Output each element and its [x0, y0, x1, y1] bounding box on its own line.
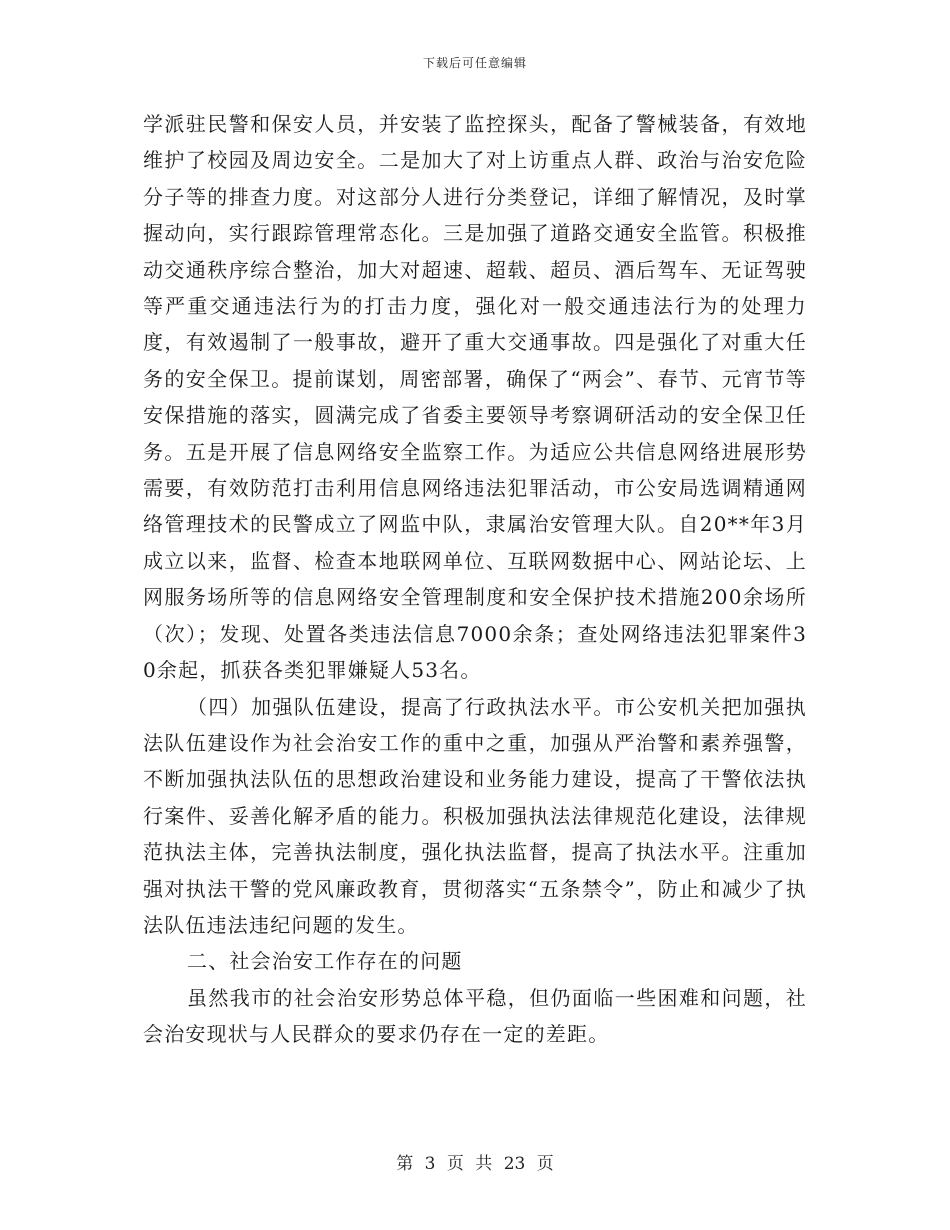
paragraph-team-building: （四）加强队伍建设，提高了行政执法水平。市公安机关把加强执法队伍建设作为社会治安工作的重中之重，加强从严治警和素养强警，不断加强执法队伍的思想政治建设和业务能力建设，提高了干警依法执行案件、妥善化解矛盾的能力。积极加强执法法律规范化建设，法律规范执法主体，完善执法制度，强化执法监督，提高了执法水平。注重加强对执法干警的党风廉政教育，贯彻落实“五条禁令”，防止和减少了执法队伍违法违纪问题的发生。 [143, 694, 807, 937]
paragraph-security-measures: 学派驻民警和保安人员，并安装了监控探头，配备了警械装备，有效地维护了校园及周边安全。二是加大了对上访重点人群、政治与治安危险分子等的排查力度。对这部分人进行分类登记，详细了解情况，及时掌握动向，实行跟踪管理常态化。三是加强了道路交通安全监管。积极推动交通秩序综合整治，加大对超速、超载、超员、酒后驾车、无证驾驶等严重交通违法行为的打击力度，强化对一般交通违法行为的处理力度，有效遏制了一般事故，避开了重大交通事故。四是强化了对重大任务的安全保卫。提前谋划，周密部署，确保了“两会”、春节、元宵节等安保措施的落实，圆满完成了省委主要领导考察调研活动的安全保卫任务。五是开展了信息网络安全监察工作。为适应公共信息网络进展形势需要，有效防范打击利用信息网络违法犯罪活动，市公安局选调精通网络管理技术的民警成立了网监中队，隶属治安管理大队。自20**年3月成立以来，监督、检查本地联网单位、互联网数据中心、网站论坛、上网服务场所等的信息网络安全管理制度和安全保护技术措施200余场所（次）；发现、处置各类违法信息7000余条；查处网络违法犯罪案件30余起，抓获各类犯罪嫌疑人53名。 [143, 112, 807, 683]
document-body [143, 106, 807, 1053]
section-heading-problems: 二、社会治安工作存在的问题 [187, 949, 463, 974]
page-number-footer: 第 3 页 共 23 页 [396, 1154, 554, 1174]
page-header-note: 下载后可任意编辑 [422, 56, 527, 70]
paragraph-problems-intro: 虽然我市的社会治安形势总体平稳，但仍面临一些困难和问题，社会治安现状与人民群众的要求仍存在一定的差距。 [143, 985, 807, 1047]
